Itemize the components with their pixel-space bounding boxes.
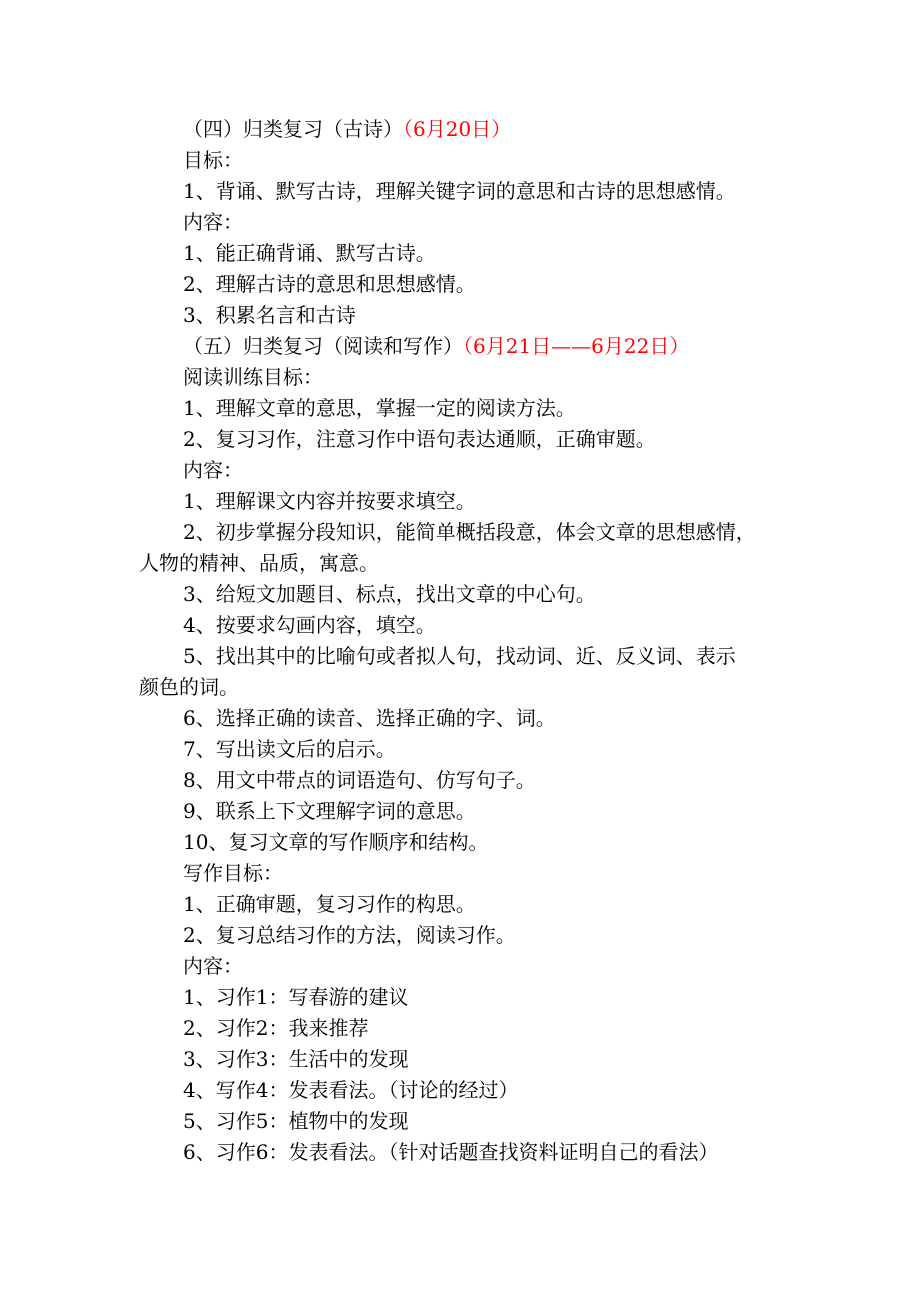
writing-content-4: 4、写作4：发表看法。（讨论的经过） [183,1078,519,1102]
reading-content-5-continued: 颜色的词。 [139,675,239,699]
writing-goal-1: 1、正确审题，复习习作的构思。 [183,892,476,916]
writing-content-5: 5、习作5：植物中的发现 [183,1109,409,1133]
writing-content-3: 3、习作3：生活中的发现 [183,1047,409,1071]
reading-content-5: 5、找出其中的比喻句或者拟人句，找动词、近、反义词、表示 [183,644,736,668]
reading-goal-1: 1、理解文章的意思，掌握一定的阅读方法。 [183,396,576,420]
section4-content-3: 3、积累名言和古诗 [183,303,356,327]
section4-title: （四）归类复习（古诗） [183,117,403,141]
section4-goal-label: 目标： [183,148,243,172]
section4-content-2: 2、理解古诗的意思和思想感情。 [183,272,476,296]
section5-date: （6月21日——6月22日） [463,334,690,358]
writing-goal-2: 2、复习总结习作的方法，阅读习作。 [183,923,516,947]
reading-content-4: 4、按要求勾画内容，填空。 [183,613,436,637]
section5-title: （五）归类复习（阅读和写作） [183,334,463,358]
section4-content-1: 1、能正确背诵、默写古诗。 [183,241,436,265]
section4-content-label: 内容： [183,210,243,234]
writing-content-1: 1、习作1：写春游的建议 [183,985,409,1009]
reading-goal-2: 2、复习习作，注意习作中语句表达通顺，正确审题。 [183,427,656,451]
document-body [139,114,799,1168]
reading-content-8: 8、用文中带点的词语造句、仿写句子。 [183,768,536,792]
section4-heading [139,114,799,145]
reading-content-2: 2、初步掌握分段知识，能简单概括段意，体会文章的思想感情， [183,520,756,544]
reading-content-label: 内容： [183,458,243,482]
section4-goal-1: 1、背诵、默写古诗，理解关键字词的意思和古诗的思想感情。 [183,179,736,203]
reading-goal-label: 阅读训练目标： [183,365,323,389]
writing-content-6: 6、习作6：发表看法。（针对话题查找资料证明自己的看法） [183,1140,719,1164]
reading-content-3: 3、给短文加题目、标点，找出文章的中心句。 [183,582,596,606]
reading-content-10: 10、复习文章的写作顺序和结构。 [183,830,489,854]
writing-goal-label: 写作目标： [183,861,283,885]
reading-content-6: 6、选择正确的读音、选择正确的字、词。 [183,706,556,730]
section4-date: （6月20日） [403,117,512,141]
writing-content-2: 2、习作2：我来推荐 [183,1016,369,1040]
reading-content-2-continued: 人物的精神、品质，寓意。 [139,551,379,575]
reading-content-7: 7、写出读文后的启示。 [183,737,396,761]
reading-content-1: 1、理解课文内容并按要求填空。 [183,489,476,513]
section5-heading [139,331,799,362]
writing-content-label: 内容： [183,954,243,978]
reading-content-9: 9、联系上下文理解字词的意思。 [183,799,476,823]
